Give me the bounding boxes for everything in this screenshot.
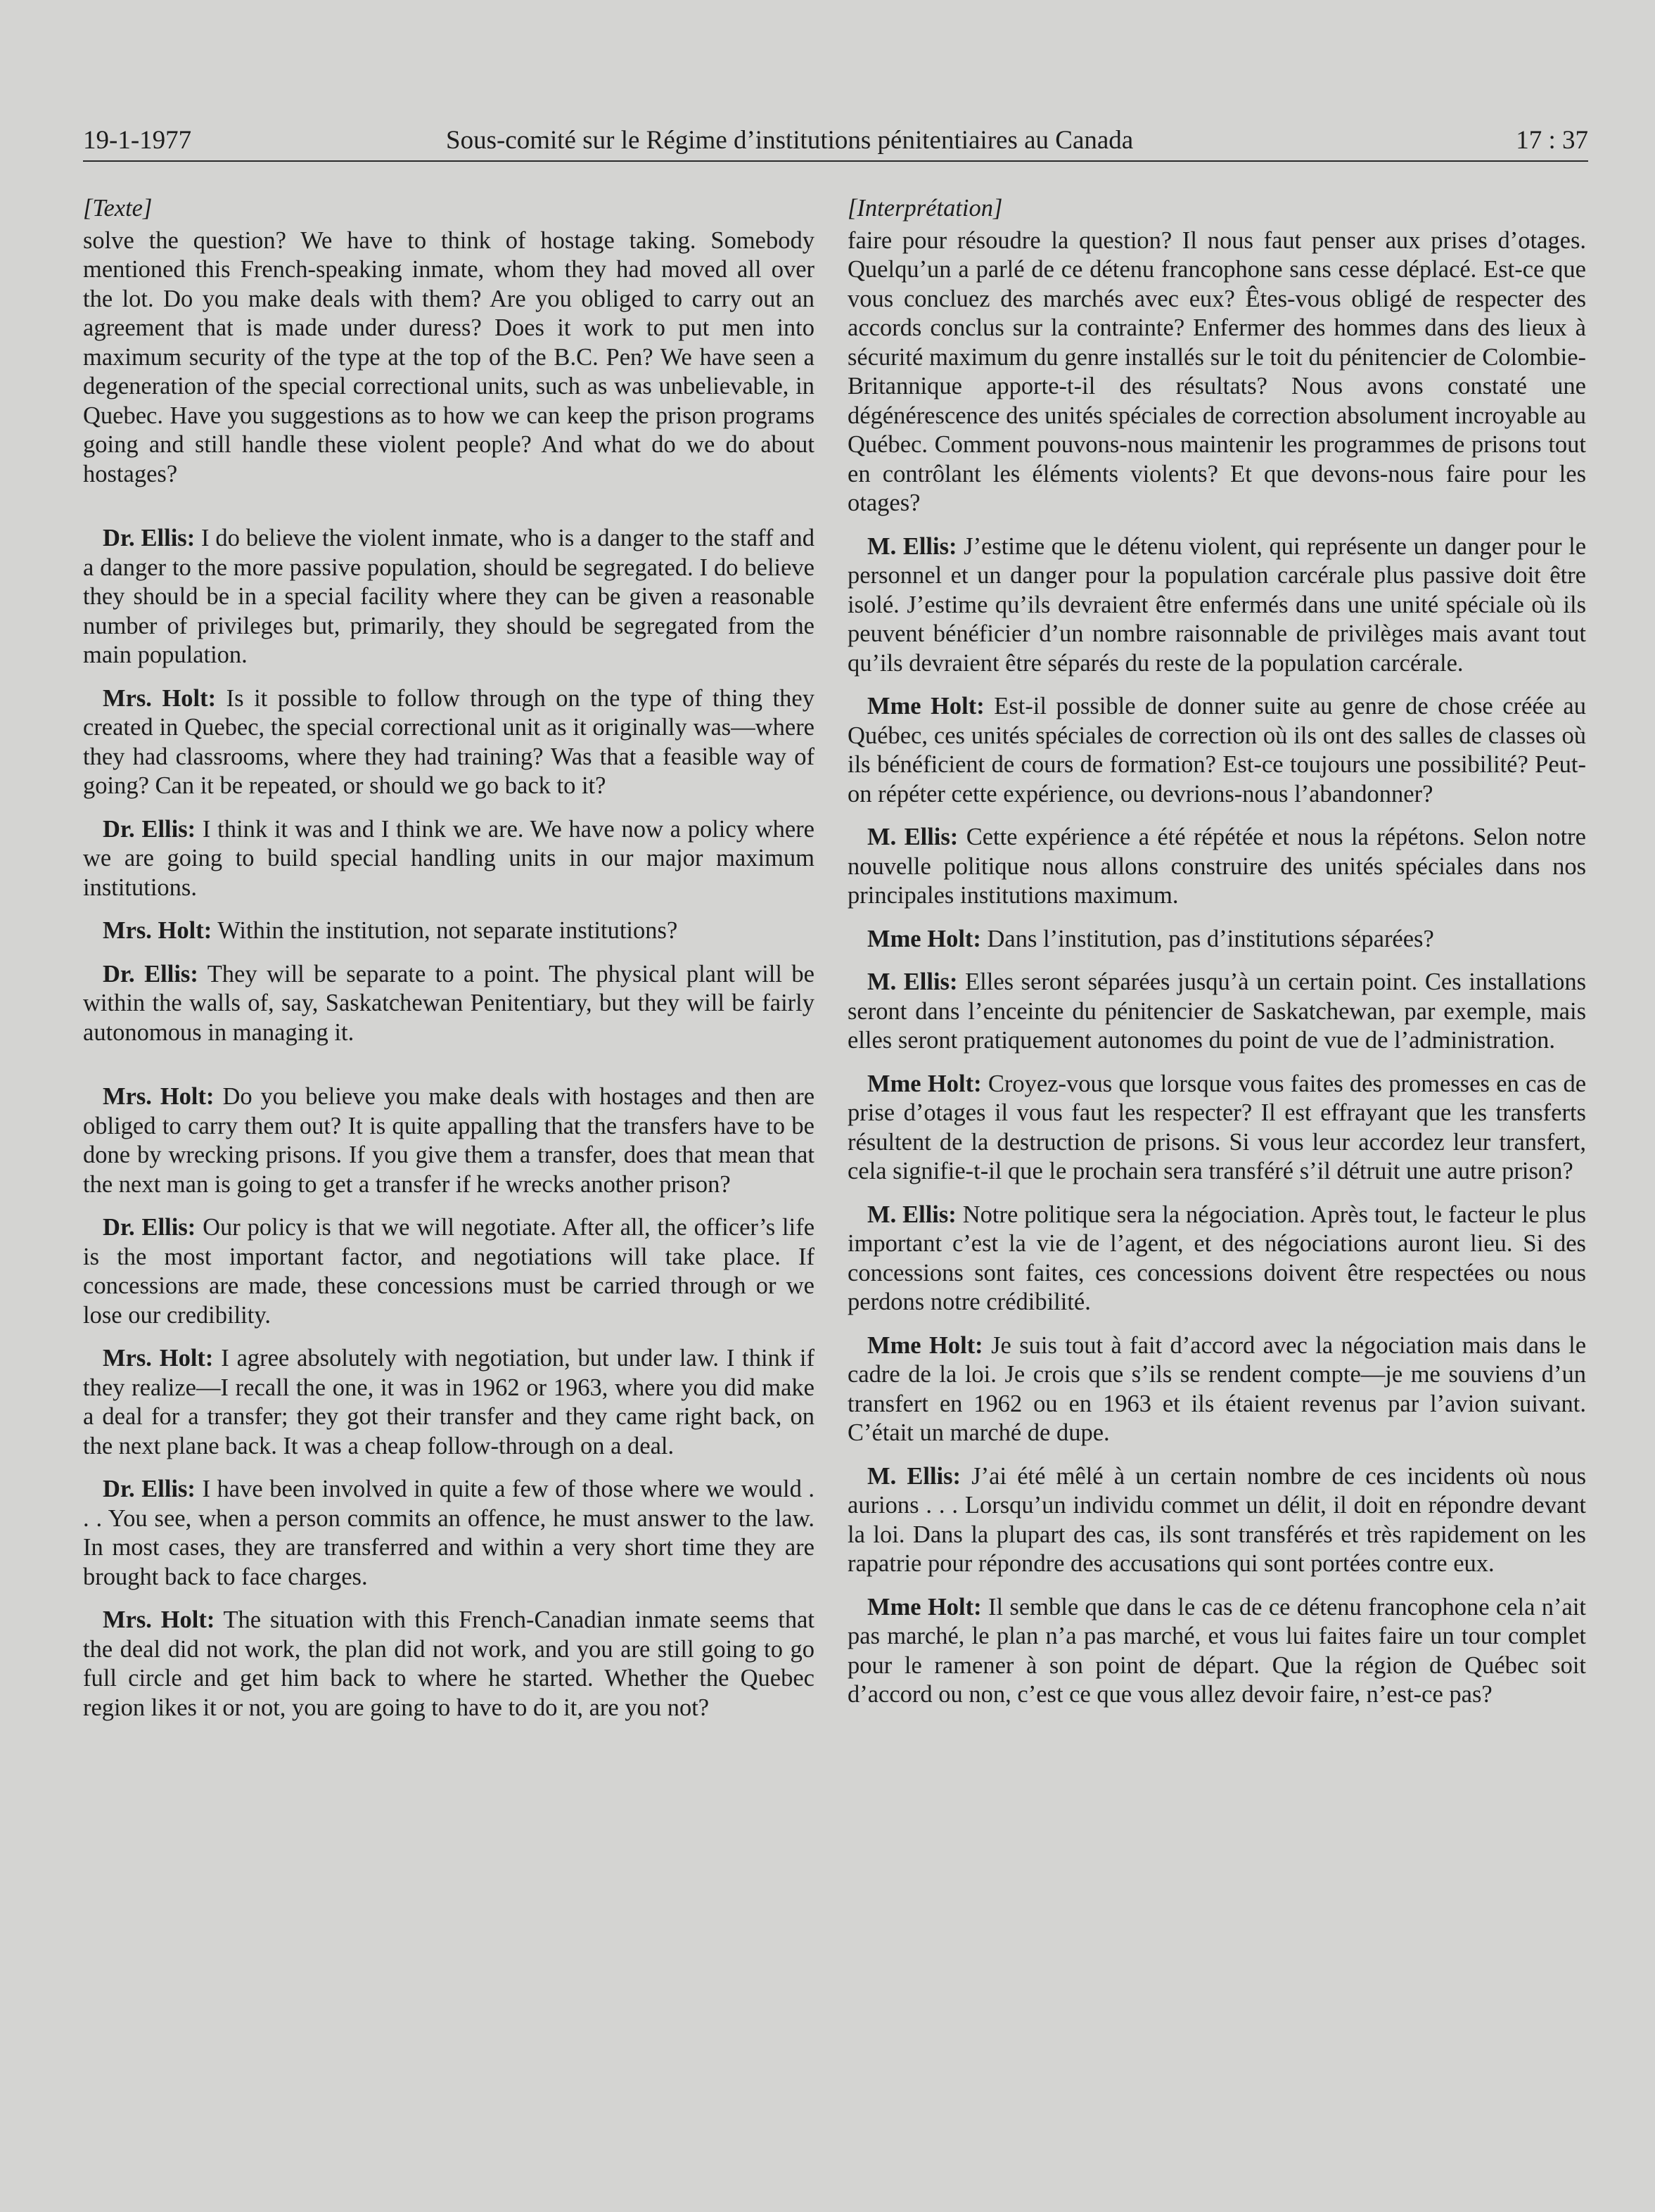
paragraph <box>83 815 814 903</box>
speaker-name: M. Ellis: <box>867 1201 957 1228</box>
speaker-name: Mrs. Holt: <box>103 1606 215 1633</box>
speaker-name: Mme Holt: <box>867 1593 982 1620</box>
paragraph-text: Croyez-vous que lorsque vous faites des promesses en cas de prise d’otages il vous faut les respecter? Il est effrayant que les transferts résultent de la destruction de prisons. Si vous leur accordez leur transfert, cela signifie-t-il que le prochain sera transféré s’il détruit une autre prison? <box>848 1070 1587 1184</box>
speaker-name: M. Ellis: <box>867 1462 961 1490</box>
speaker-name: Dr. Ellis: <box>103 960 198 987</box>
running-header <box>83 121 1588 162</box>
speaker-name: Mrs. Holt: <box>103 684 217 712</box>
paragraph <box>848 925 1586 954</box>
speaker-name: Mme Holt: <box>867 693 985 720</box>
header-title: Sous-comité sur le Régime d’institutions pénitentiaires au Canada <box>446 126 1134 155</box>
speaker-name: Dr. Ellis: <box>103 1476 196 1502</box>
paragraph-text: The situation with this French-Canadian inmate seems that the deal did not work, the plan did not work, and you are still going to go full circle and get him back to where he started. Whether the Quebec region likes it or not, you are going to have to do it, are you not? <box>83 1606 814 1721</box>
speaker-name: Dr. Ellis: <box>103 815 196 843</box>
paragraph <box>848 1462 1586 1579</box>
paragraph-text: I think it was and I think we are. We have now a policy where we are going to build special handling units in our major maximum institutions. <box>83 815 814 901</box>
english-column <box>83 194 814 1737</box>
paragraph <box>83 960 814 1048</box>
paragraph-text: faire pour résoudre la question? Il nous faut penser aux prises d’otages. Quelqu’un a parlé de ce détenu francophone sans cesse déplacé. Est-ce que vous concluez des marchés avec eux? Êtes-vous obligé de respecter des accords conclus sur la contrainte? Enfermer des hommes dans des lieux à sécurité maximum du genre installés sur le toit du pénitencier de Colombie-Britannique apporte-t-il des résultats? Nous avons constaté une dégénérescence des unités spéciales de correction absolument incroyable au Québec. Comment pouvons-nous maintenir les programmes de prisons tout en contrôlant les éléments violents? Et que devons-nous faire pour les otages? <box>848 226 1586 516</box>
speaker-name: Dr. Ellis: <box>103 1214 196 1241</box>
speaker-name: M. Ellis: <box>867 968 958 995</box>
language-label: [Texte] <box>83 195 153 222</box>
paragraph <box>848 1070 1586 1187</box>
paragraph-text: Within the institution, not separate institutions? <box>217 917 678 944</box>
paragraph <box>83 1213 814 1330</box>
speaker-name: Dr. Ellis: <box>103 525 196 551</box>
paragraph <box>848 532 1586 679</box>
paragraph <box>83 226 814 490</box>
speaker-name: M. Ellis: <box>867 532 957 560</box>
paragraph <box>83 524 814 670</box>
paragraph-text: Cette expérience a été répétée et nous la répétons. Selon notre nouvelle politique nous allons construire des unités spéciales dans nos principales institutions maximum. <box>848 824 1586 909</box>
paragraph-text: Do you believe you make deals with hostages and then are obliged to carry them out? It is quite appalling that the transfers have to be done by wrecking prisons. If you give them a transfer, does that mean that the next man is going to get a transfer if he wrecks another prison? <box>83 1083 815 1198</box>
paragraph <box>848 968 1586 1056</box>
paragraph-text: Is it possible to follow through on the type of thing they created in Quebec, the special correctional unit as it originally was—where they had classrooms, where they had training? Was that a feasible way of going? Can it be repeated, or should we go back to it? <box>83 684 814 799</box>
paragraph <box>848 1331 1586 1448</box>
paragraph-text: solve the question? We have to think of hostage taking. Somebody mentioned this French-speaking inmate, whom they had moved all over the lot. Do you make deals with them? Are you obliged to carry out an agreement that is made under duress? Does it work to put men into maximum security of the type at the top of the B.C. Pen? We have seen a degeneration of the special correctional units, such as was unbelievable, in Quebec. Have you suggestions as to how we can keep the prison programs going and still handle these violent people? And what do we do about hostages? <box>83 226 814 487</box>
speaker-name: Mme Holt: <box>867 1331 983 1359</box>
paragraph-text: I do believe the violent inmate, who is a danger to the staff and a danger to the more passive population, should be segregated. I do believe they should be in a special facility where they can be given a reasonable number of privileges but, primarily, they should be segregated from the main population. <box>83 525 815 668</box>
paragraph-text: I have been involved in quite a few of those where we would . . . You see, when a person commits an offence, he must answer to the law. In most cases, they are transferred and within a very short time they are brought back to face charges. <box>83 1476 815 1590</box>
paragraph-text: Dans l’institution, pas d’institutions séparées? <box>987 925 1434 952</box>
paragraph-text: Notre politique sera la négociation. Après tout, le facteur le plus important c’est la vie de l’agent, et des négociations auront lieu. Si des concessions sont faites, ces concessions doivent être respectées ou nous perdons notre crédibilité. <box>848 1201 1586 1315</box>
paragraph <box>83 1344 814 1461</box>
paragraph-text: Il semble que dans le cas de ce détenu francophone cela n’ait pas marché, le plan n’a pas marché, et vous lui faites faire un tour complet pour le ramener à son point de départ. Que la région de Québec soit d’accord ou non, c’est ce que vous allez devoir faire, n’est-ce pas? <box>848 1593 1587 1708</box>
speaker-name: Mrs. Holt: <box>103 1345 214 1372</box>
speaker-name: Mme Holt: <box>867 925 981 952</box>
paragraph-text: Est-il possible de donner suite au genre de chose créée au Québec, ces unités spéciales de correction où ils ont des salles de classes où ils bénéficient de cours de formation? Est-ce toujours une possibilité? Peut-on répéter cette expérience, ou devrions-nous l’abandonner? <box>848 693 1586 807</box>
paragraph-text: Je suis tout à fait d’accord avec la négociation mais dans le cadre de la loi. Je crois que s’ils se rendent compte—je me souviens d’un transfert en 1962 ou en 1963 et ils étaient revenus par l’avion suivant. C’était un marché de dupe. <box>848 1331 1587 1446</box>
paragraph <box>848 823 1586 911</box>
french-column <box>848 194 1586 1724</box>
header-date: 19-1-1977 <box>83 126 192 155</box>
paragraph <box>848 692 1586 809</box>
paragraph-text: Elles seront séparées jusqu’à un certain point. Ces installations seront dans l’enceinte du pénitencier de Saskatchewan, par exemple, mais elles seront pratiquement autonomes du point de vue de l’administration. <box>848 968 1587 1054</box>
paragraph-text: Our policy is that we will negotiate. After all, the officer’s life is the most important factor, and negotiations will take place. If concessions are made, these concessions must be carried through or we lose our credibility. <box>83 1214 815 1329</box>
paragraph-text: They will be separate to a point. The physical plant will be within the walls of, say, Saskatchewan Penitentiary, but they will be fairly autonomous in managing it. <box>83 960 814 1046</box>
paragraph <box>83 916 814 946</box>
speaker-name: Mme Holt: <box>867 1070 982 1097</box>
paragraph <box>83 1082 814 1199</box>
speaker-name: Mrs. Holt: <box>103 917 212 944</box>
paragraph <box>848 226 1586 518</box>
speaker-name: Mrs. Holt: <box>103 1083 215 1110</box>
paragraph-text: I agree absolutely with negotiation, but under law. I think if they realize—I recall the one, it was in 1962 or 1963, where you did make a deal for a transfer; they got their transfer and they came right back, on the next plane back. It was a cheap follow-through on a deal. <box>83 1345 815 1459</box>
paragraph <box>848 1593 1586 1710</box>
header-page-number: 17 : 37 <box>1516 126 1588 155</box>
paragraph-text: J’estime que le détenu violent, qui représente un danger pour le personnel et un danger pour la population carcérale plus passive doit être isolé. J’estime qu’ils devraient être enfermés dans une unité spéciale où ils peuvent bénéficier d’un nombre raisonnable de privilèges mais avant tout qu’ils devraient être séparés du reste de la population carcérale. <box>848 532 1587 677</box>
paragraph <box>848 1201 1586 1317</box>
paragraph-text: J’ai été mêlé à un certain nombre de ces incidents où nous aurions . . . Lorsqu’un individu commet un délit, il doit en répondre devant la loi. Dans la plupart des cas, ils sont transférés et très rapidement on les rapatrie pour répondre des accusations qui sont portées contre eux. <box>848 1462 1587 1577</box>
paragraph <box>83 1606 814 1722</box>
paragraph <box>83 1475 814 1592</box>
speaker-name: M. Ellis: <box>867 824 959 850</box>
paragraph <box>83 684 814 801</box>
language-label: [Interprétation] <box>848 195 1003 222</box>
